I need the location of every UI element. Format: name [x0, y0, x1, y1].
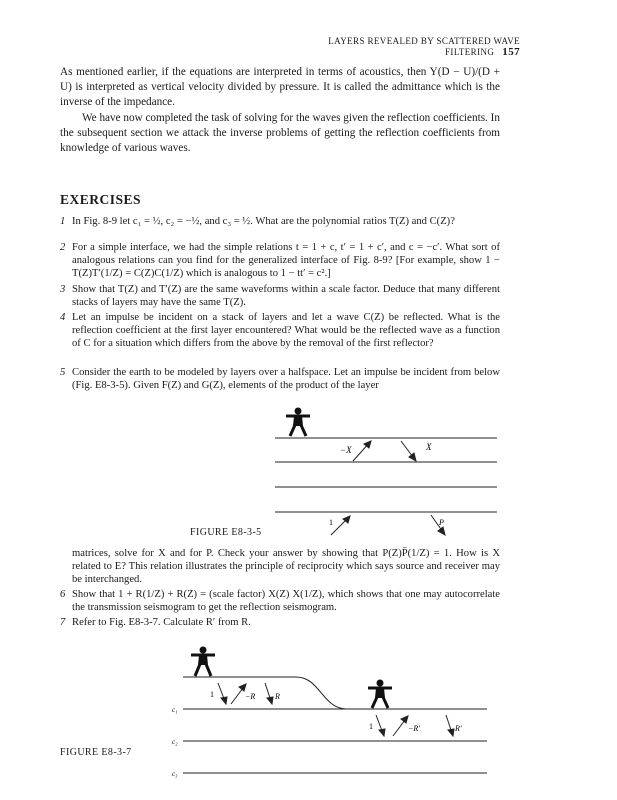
label-neg-r: −R [245, 692, 256, 701]
intro-paragraph-1: As mentioned earlier, if the equations are interpreted in terms of acoustics, then Y(D − U)/(D + U) is interpreted as vertical velocity divided by pressure. It is called the admittance which is the inverse of the impedance. [60, 66, 500, 108]
exercise-6 [60, 588, 500, 614]
exercise-4 [60, 311, 500, 350]
label-r: R [275, 692, 280, 701]
arrow-head [438, 527, 445, 535]
label-one-a: 1 [210, 690, 214, 699]
arrow-head [401, 716, 408, 723]
exercise-text: Let an impulse be incident on a stack of layers and let a wave C(Z) be reflected. What is the reflection coefficient at the first layer encountered? What would be the reflected wave as a function of C for a situation which differs from the above by the removal of the first reflector? [72, 312, 500, 349]
label-one-b: 1 [369, 722, 373, 731]
intro-paragraph-2: We have now completed the task of solving for the waves given the reflection coefficients. In the subsequent section we attack the inverse problems of getting the reflection coefficients from knowledge of various waves. [60, 112, 500, 154]
person-icon [368, 680, 392, 709]
running-header [300, 36, 520, 58]
arrow-head [448, 729, 454, 736]
exercise-7 [60, 616, 500, 629]
exercise-3 [60, 283, 500, 309]
exercise-number: 7 [60, 617, 66, 628]
label-neg-r-prime: −R′ [408, 724, 421, 733]
exercise-2 [60, 241, 500, 280]
exercise-5 [60, 366, 500, 392]
label-p: P [439, 518, 444, 527]
label-c1: c₁ [172, 706, 178, 714]
exercise-text: For a simple interface, we had the simple relations t = 1 + c, t′ = 1 + c′, and c = −c′. What sort of analogous relations can you find for the generalized interface of Fig. 8-9? [For example, show 1 − T(Z)T′(1/Z) = C(Z)C(1/Z) which is analogous to 1 − tt′ = c².] [72, 242, 500, 279]
exercise-text: Consider the earth to be modeled by layers over a halfspace. Let an impulse be incident from below (Fig. E8-3-5). Given F(Z) and G(Z), elements of the product of the layer [72, 367, 500, 391]
exercise-number: 3 [60, 284, 66, 295]
label-neg-x: −X [340, 445, 352, 455]
person-icon [191, 647, 215, 677]
exercise-number: 4 [60, 312, 66, 323]
figure-e8-3-7-caption: FIGURE E8-3-7 [60, 747, 132, 758]
arrow-head [379, 729, 385, 736]
exercise-number: 2 [60, 242, 66, 253]
exercise-1 [60, 215, 500, 228]
layer-lines [275, 438, 497, 512]
person-icon [286, 408, 310, 437]
exercise-number: 5 [60, 367, 66, 378]
exercise-number: 6 [60, 589, 66, 600]
label-c2: c₂ [172, 738, 178, 746]
exercise-text: Show that 1 + R(1/Z) + R(Z) = (scale factor) X(Z) X(1/Z), which shows that one may autocorrelate the transmission seismogram to get the reflection seismogram. [72, 589, 500, 613]
running-title: LAYERS REVEALED BY SCATTERED WAVE FILTERING [328, 36, 520, 57]
label-x: X [426, 442, 432, 452]
figure-e8-3-7 [0, 638, 617, 800]
label-one: 1 [329, 518, 333, 527]
exercise-text: Refer to Fig. E8-3-7. Calculate R′ from R. [72, 617, 251, 628]
exercise-5-continued [60, 547, 500, 586]
arrow-head [239, 684, 246, 691]
exercise-text: matrices, solve for X and for P. Check your answer by showing that P(Z)P̄(1/Z) = 1. How is X related to E? This relation illustrates the principle of reciprocity which says source and receiver may be interchanged. [72, 548, 500, 585]
section-title: EXERCISES [60, 192, 142, 207]
label-r-prime: R′ [455, 724, 462, 733]
exercise-number: 1 [60, 216, 66, 227]
figure-e8-3-5 [0, 400, 617, 550]
exercise-text: In Fig. 8-9 let c₁ = ½, c₂ = −½, and c₃ = ½. What are the polynomial ratios T(Z) and C(Z)? [72, 216, 455, 227]
label-c3: c₃ [172, 770, 178, 778]
layer-lines [183, 677, 487, 773]
page-number: 157 [502, 46, 520, 58]
arrow-head [267, 697, 273, 704]
arrow-head [409, 453, 416, 461]
figure-e8-3-5-caption: FIGURE E8-3-5 [190, 527, 262, 538]
stepped-surface-line [183, 677, 487, 709]
exercise-text: Show that T(Z) and T′(Z) are the same waveforms within a scale factor. Deduce that many different stacks of layers may have the same T(Z). [72, 284, 500, 308]
arrow-head [221, 697, 227, 704]
